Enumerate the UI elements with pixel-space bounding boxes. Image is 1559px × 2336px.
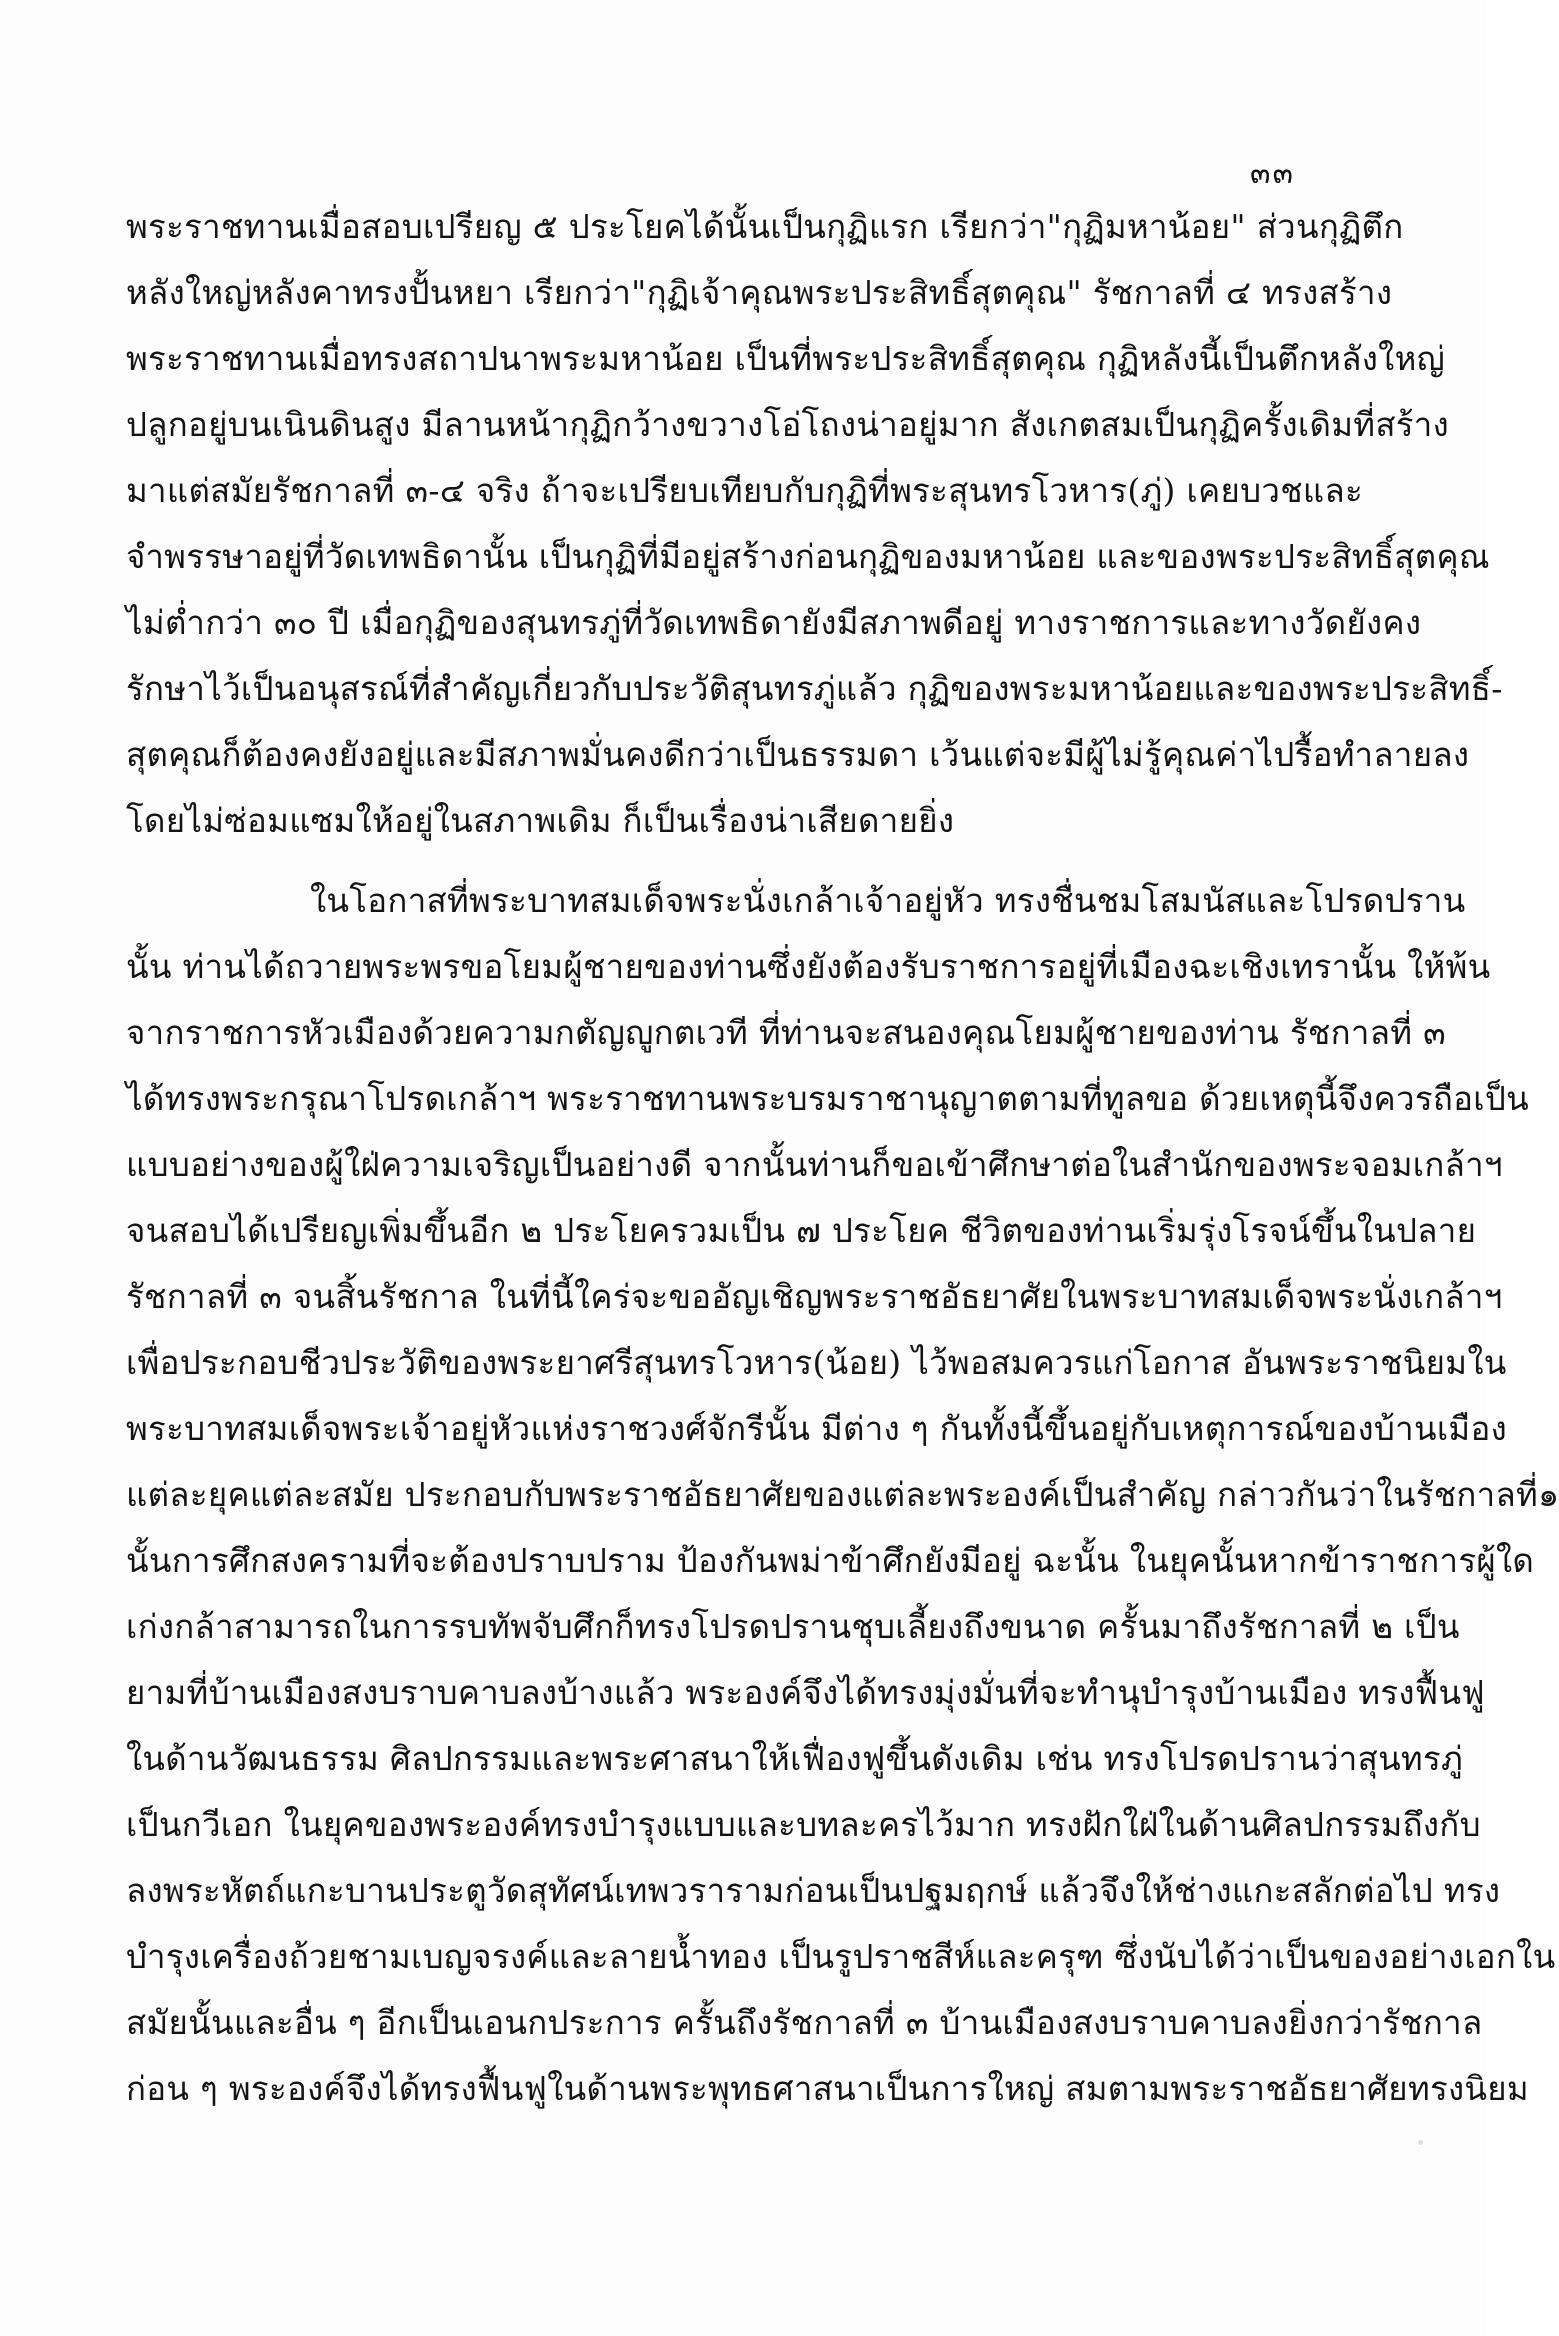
paragraph-2-line: สมัยนั้นและอื่น ๆ อีกเป็นเอนกประการ ครั้นถึงรัชกาลที่ ๓ บ้านเมืองสงบราบคาบลงยิ่งกว่ารัชกาล (126, 2003, 1483, 2042)
paragraph-2-line: พระบาทสมเด็จพระเจ้าอยู่หัวแห่งราชวงศ์จักรีนั้น มีต่าง ๆ กันทั้งนี้ขึ้นอยู่กับเหตุการณ์ของบ้านเมือง (126, 1409, 1507, 1448)
paragraph-2-line: เก่งกล้าสามารถในการรบทัพจับศึกก็ทรงโปรดปรานชุบเลี้ยงถึงขนาด ครั้นมาถึงรัชกาลที่ ๒ เป็น (126, 1607, 1460, 1646)
paragraph-2-line: จนสอบได้เปรียญเพิ่มขึ้นอีก ๒ ประโยครวมเป็น ๗ ประโยค ชีวิตของท่านเริ่มรุ่งโรจน์ขึ้นในปลาย (126, 1211, 1477, 1250)
paragraph-2-line: เพื่อประกอบชีวประวัติของพระยาศรีสุนทรโวหาร(น้อย) ไว้พอสมควรแก่โอกาส อันพระราชนิยมใน (126, 1343, 1507, 1382)
paragraph-1-line: จำพรรษาอยู่ที่วัดเทพธิดานั้น เป็นกุฏิที่มีอยู่สร้างก่อนกุฏิของมหาน้อย และของพระประสิทธิ์สุตคุณ (126, 537, 1490, 576)
paragraph-2-line: ก่อน ๆ พระองค์จึงได้ทรงฟื้นฟูในด้านพระพุทธศาสนาเป็นการใหญ่ สมตามพระราชอัธยาศัยทรงนิยม (126, 2069, 1529, 2108)
paragraph-2-line: นั้น ท่านได้ถวายพระพรขอโยมผู้ชายของท่านซึ่งยังต้องรับราชการอยู่ที่เมืองฉะเชิงเทรานั้น ให้พ้น (126, 947, 1491, 986)
paragraph-2-line: นั้นการศึกสงครามที่จะต้องปราบปราม ป้องกันพม่าข้าศึกยังมีอยู่ ฉะนั้น ในยุคนั้นหากข้าราชการผู้ใด (126, 1541, 1535, 1580)
paragraph-2-line: ในโอกาสที่พระบาทสมเด็จพระนั่งเกล้าเจ้าอยู่หัว ทรงชื่นชมโสมนัสและโปรดปราน (310, 881, 1466, 920)
scan-speck (1418, 2140, 1423, 2145)
paragraph-1-line: รักษาไว้เป็นอนุสรณ์ที่สำคัญเกี่ยวกับประวัติสุนทรภู่แล้ว กุฏิของพระมหาน้อยและของพระประสิทธิ์- (126, 669, 1503, 708)
paragraph-1-line: ปลูกอยู่บนเนินดินสูง มีลานหน้ากุฏิกว้างขวางโอ่โถงน่าอยู่มาก สังเกตสมเป็นกุฏิครั้งเดิมที่สร้าง (126, 405, 1450, 444)
paragraph-2-line: จากราชการหัวเมืองด้วยความกตัญญูกตเวที ที่ท่านจะสนองคุณโยมผู้ชายของท่าน รัชกาลที่ ๓ (126, 1013, 1446, 1052)
paragraph-2-line: ยามที่บ้านเมืองสงบราบคาบลงบ้างแล้ว พระองค์จึงได้ทรงมุ่งมั่นที่จะทำนุบำรุงบ้านเมือง ทรงฟื้นฟู (126, 1673, 1485, 1712)
paragraph-2-line: แต่ละยุคแต่ละสมัย ประกอบกับพระราชอัธยาศัยของแต่ละพระองค์เป็นสำคัญ กล่าวกันว่าในรัชกาลที่๑ (126, 1475, 1559, 1514)
paragraph-2-line: ในด้านวัฒนธรรม ศิลปกรรมและพระศาสนาให้เฟื่องฟูขึ้นดังเดิม เช่น ทรงโปรดปรานว่าสุนทรภู่ (126, 1739, 1464, 1778)
paragraph-1-line: หลังใหญ่หลังคาทรงปั้นหยา เรียกว่า"กุฏิเจ้าคุณพระประสิทธิ์สุตคุณ" รัชกาลที่ ๔ ทรงสร้าง (126, 273, 1393, 312)
paragraph-2-line: เป็นกวีเอก ในยุคของพระองค์ทรงบำรุงแบบและบทละครไว้มาก ทรงฝักใฝ่ในด้านศิลปกรรมถึงกับ (126, 1805, 1481, 1844)
paragraph-2-line: บำรุงเครื่องถ้วยชามเบญจรงค์และลายน้ำทอง เป็นรูปราชสีห์และครุฑ ซึ่งนับได้ว่าเป็นของอย่างเอกใน (126, 1937, 1556, 1976)
paragraph-2-line: ได้ทรงพระกรุณาโปรดเกล้าฯ พระราชทานพระบรมราชานุญาตตามที่ทูลขอ ด้วยเหตุนี้จึงควรถือเป็น (126, 1079, 1529, 1118)
paragraph-1-line: สุตคุณก็ต้องคงยังอยู่และมีสภาพมั่นคงดีกว่าเป็นธรรมดา เว้นแต่จะมีผู้ไม่รู้คุณค่าไปรื้อทำลายลง (126, 735, 1470, 774)
paragraph-2-line: แบบอย่างของผู้ใฝ่ความเจริญเป็นอย่างดี จากนั้นท่านก็ขอเข้าศึกษาต่อในสำนักของพระจอมเกล้าฯ (126, 1145, 1503, 1184)
paragraph-2-line: รัชกาลที่ ๓ จนสิ้นรัชกาล ในที่นี้ใคร่จะขออัญเชิญพระราชอัธยาศัยในพระบาทสมเด็จพระนั่งเกล้าฯ (126, 1277, 1503, 1316)
paragraph-1-line: พระราชทานเมื่อสอบเปรียญ ๕ ประโยคได้นั้นเป็นกุฏิแรก เรียกว่า"กุฏิมหาน้อย" ส่วนกุฏิตึก (126, 207, 1404, 246)
paragraph-1-line: พระราชทานเมื่อทรงสถาปนาพระมหาน้อย เป็นที่พระประสิทธิ์สุตคุณ กุฏิหลังนี้เป็นตึกหลังใหญ่ (126, 339, 1446, 378)
paragraph-1-line: มาแต่สมัยรัชกาลที่ ๓-๔ จริง ถ้าจะเปรียบเทียบกับกุฏิที่พระสุนทรโวหาร(ภู่) เคยบวชและ (126, 471, 1364, 510)
page-number: ๓๓ (1250, 156, 1296, 191)
paragraph-2-line: ลงพระหัตถ์แกะบานประตูวัดสุทัศน์เทพวรารามก่อนเป็นปฐมฤกษ์ แล้วจึงให้ช่างแกะสลักต่อไป ทรง (126, 1871, 1501, 1910)
paragraph-1-line: ไม่ต่ำกว่า ๓๐ ปี เมื่อกุฏิของสุนทรภู่ที่วัดเทพธิดายังมีสภาพดีอยู่ ทางราชการและทางวัดยังคง (126, 603, 1422, 642)
paragraph-1-line: โดยไม่ซ่อมแซมให้อยู่ในสภาพเดิม ก็เป็นเรื่องน่าเสียดายยิ่ง (126, 801, 955, 840)
